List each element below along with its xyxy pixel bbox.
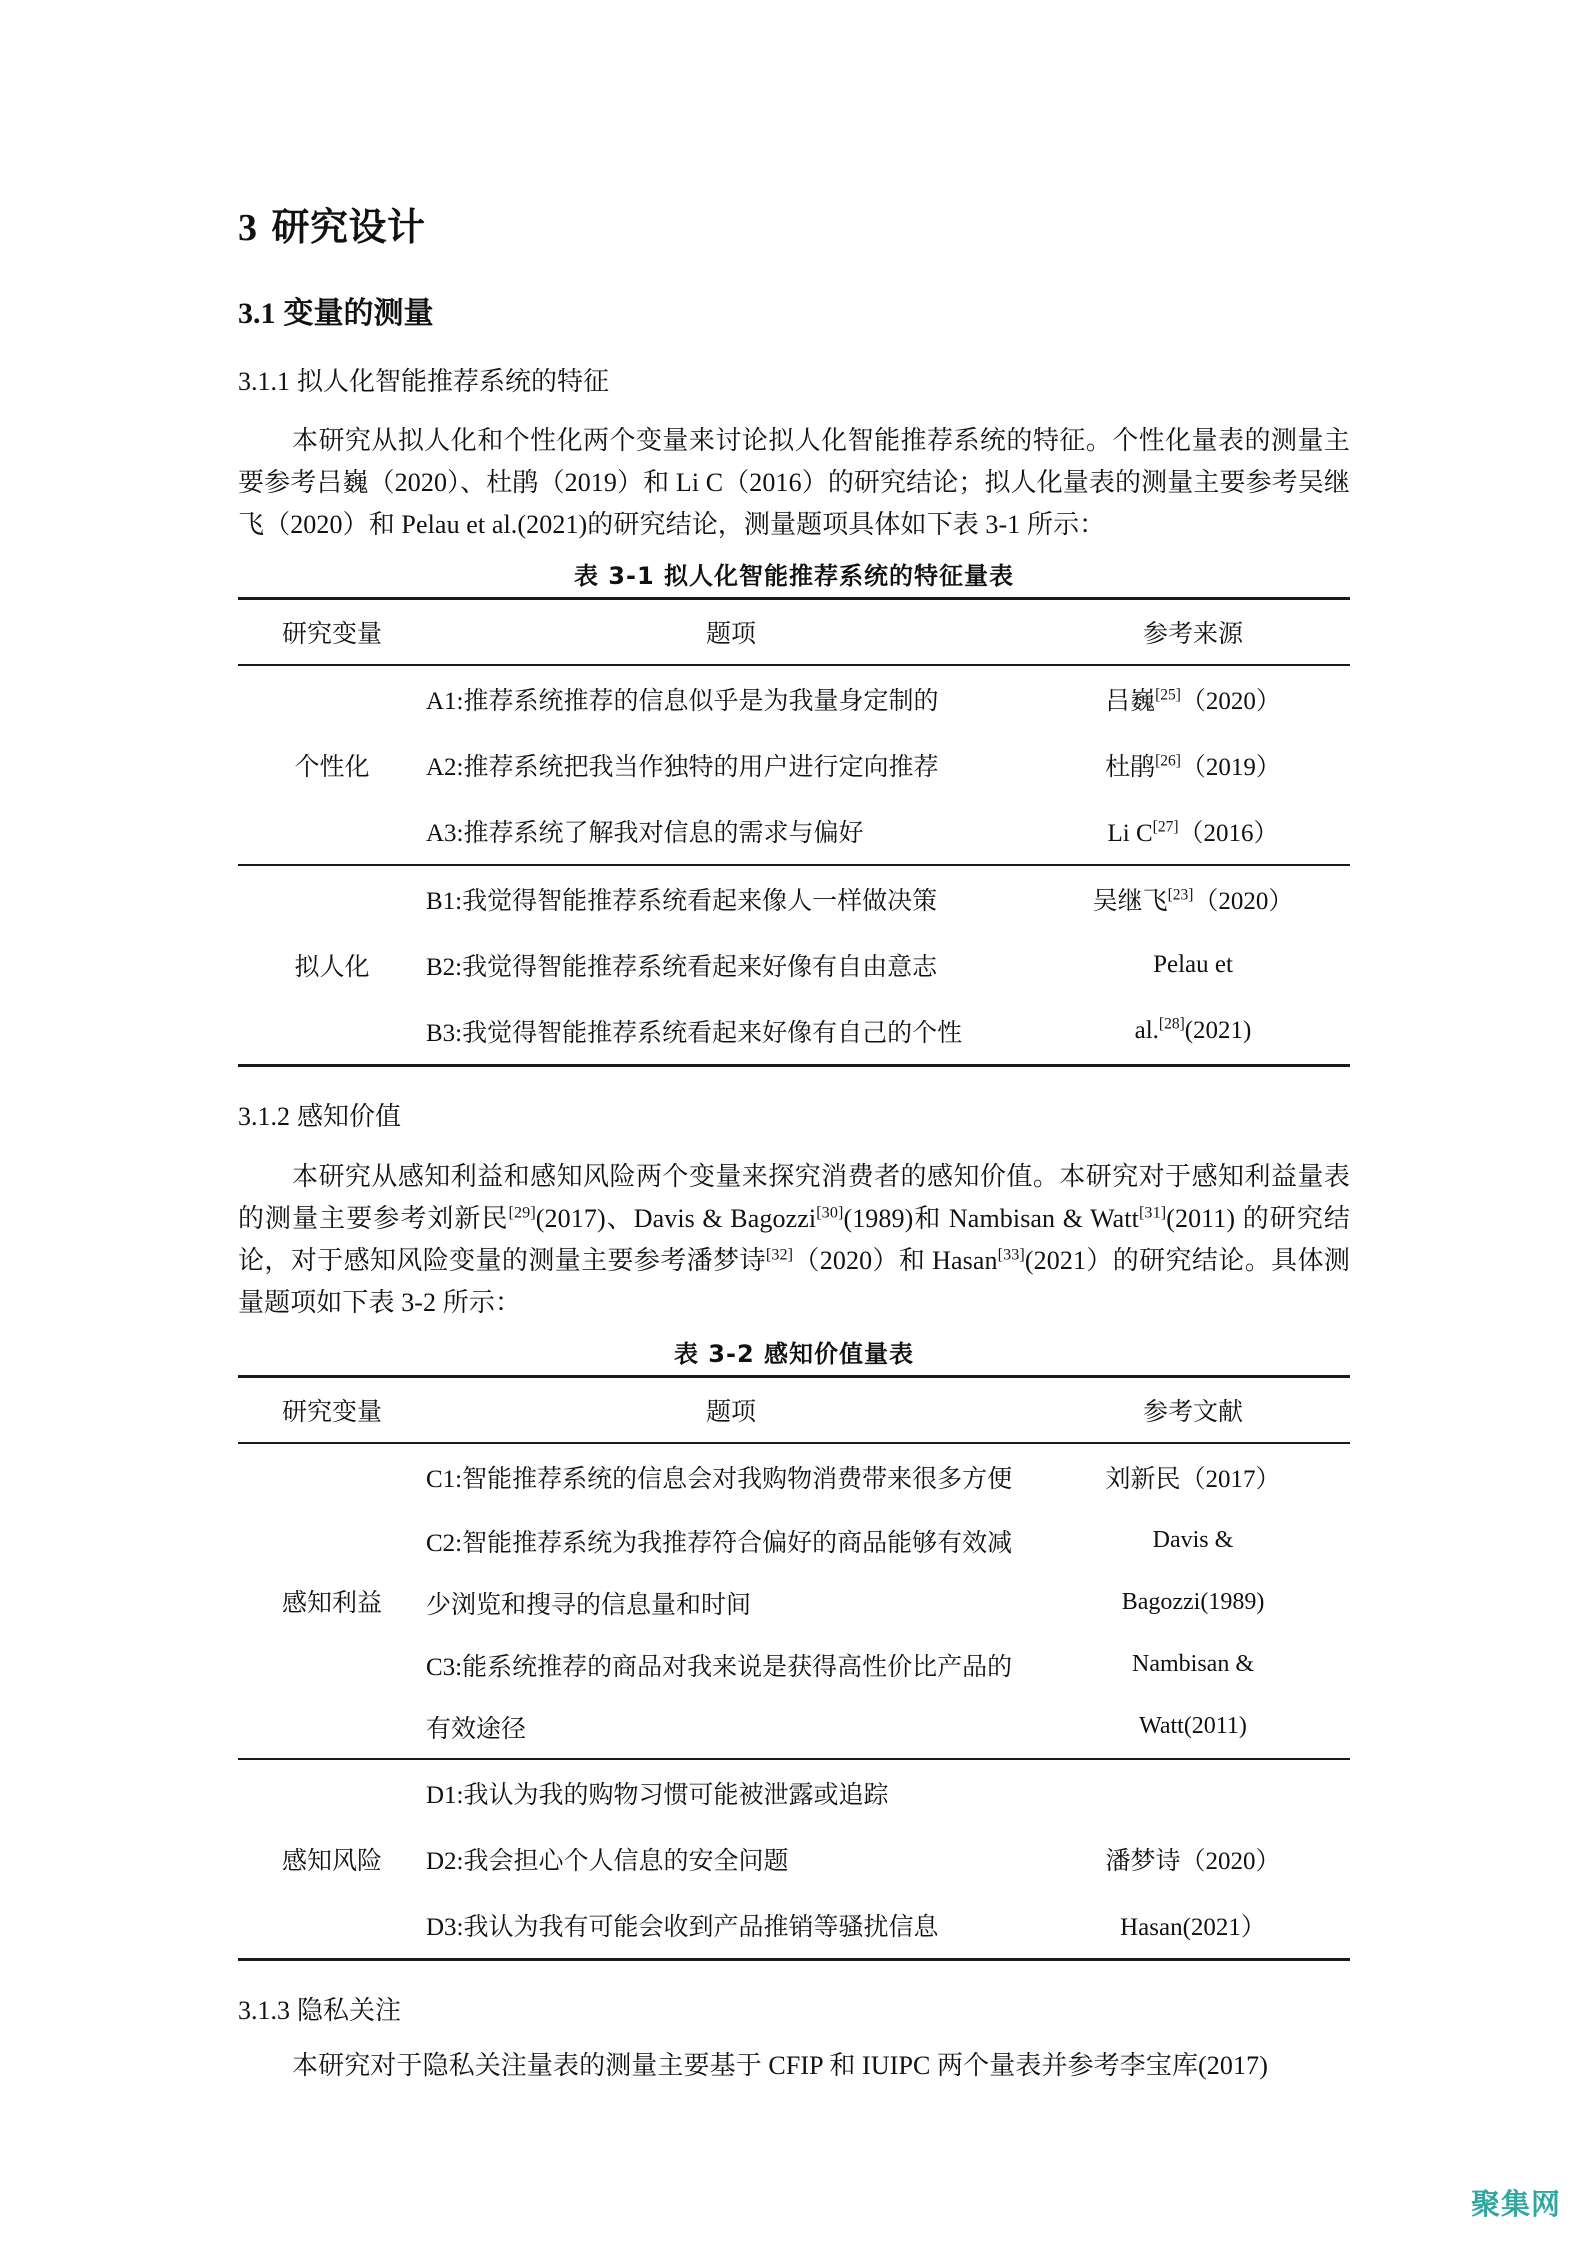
table-3-2-item-d3: D3:我认为我有可能会收到产品推销等骚扰信息	[426, 1913, 939, 1941]
table-3-1-header-ref: 参考来源	[1036, 599, 1350, 666]
subsection-number-3-1-3: 3.1.3	[238, 1995, 290, 2025]
subsection-number-3-1-2: 3.1.2	[238, 1102, 290, 1132]
table-3-2-ref-c1: 刘新民（2017）	[1036, 1443, 1350, 1510]
table-3-2-ref-d1	[1036, 1759, 1350, 1826]
section-number-3-1: 3.1	[238, 296, 276, 330]
ref-name: Li C	[1107, 820, 1153, 848]
table-3-1-item-a2: A2:推荐系统把我当作独特的用户进行定向推荐	[426, 754, 939, 782]
para-segment: (2021）的研究结论。具体测量题项如下表 3-2 所示：	[238, 1245, 1350, 1317]
table-3-2-ref-c3-line1: Nambisan &	[1132, 1651, 1254, 1678]
subsection-title-3-1-3: 隐私关注	[297, 1995, 402, 2025]
subsection-title-3-1-2: 感知价值	[297, 1102, 402, 1132]
table-row	[238, 1443, 1350, 1510]
table-3-2-item-c3-line2: 有效途径	[426, 1715, 527, 1743]
table-row	[238, 665, 1350, 732]
table-3-2-item-d2: D2:我会担心个人信息的安全问题	[426, 1847, 789, 1875]
table-3-1-caption: 表 3-1 拟人化智能推荐系统的特征量表	[573, 562, 1015, 591]
site-watermark: 聚集网	[1470, 2187, 1561, 2221]
table-3-1-ref-a3	[1036, 798, 1350, 865]
ref-year: （2019）	[1180, 754, 1281, 782]
table-3-1	[238, 597, 1350, 1067]
ref-superscript: [25]	[1155, 686, 1181, 704]
ref-year: （2016）	[1178, 820, 1279, 848]
paragraph-3-1-1: 本研究从拟人化和个性化两个变量来讨论拟人化智能推荐系统的特征。个性化量表的测量主要参考吕巍（2020）、杜鹃（2019）和 Li C（2016）的研究结论；拟人化量表的测量主要参考吴继飞（2020）和 Pelau et al.(2021)的研究结论，测量题项具体如下表 3-1 所示：	[238, 426, 1350, 540]
citation-superscript: [31]	[1138, 1203, 1167, 1221]
ref-year: （2020）	[1193, 888, 1294, 916]
ref-name: al.	[1134, 1017, 1159, 1045]
ref-name: Pelau et	[1153, 951, 1233, 979]
table-3-2-variable-1: 感知利益	[238, 1443, 426, 1759]
table-3-1-item-a1: A1:推荐系统推荐的信息似乎是为我量身定制的	[426, 665, 1036, 732]
table-3-1-variable-1: 个性化	[238, 665, 426, 865]
table-3-2-item-c3-line1: C3:能系统推荐的商品对我来说是获得高性价比产品的	[426, 1653, 1013, 1681]
citation-superscript: [32]	[765, 1245, 794, 1263]
para-segment: (2011) 的研究结论，对于感知风险变量的测量主要参考潘梦诗	[238, 1203, 1350, 1275]
table-3-2-header-variable: 研究变量	[238, 1376, 426, 1443]
table-3-1-header-variable: 研究变量	[238, 599, 426, 666]
ref-name: 吴继飞	[1092, 888, 1168, 916]
paragraph-3-1-2	[238, 1134, 1350, 1324]
table-3-2-item-d1: D1:我认为我的购物习惯可能被泄露或追踪	[426, 1759, 1036, 1826]
subsection-heading-3-1-2	[238, 1067, 1350, 1134]
table-row	[238, 865, 1350, 932]
para-segment: 本研究从感知利益和感知风险两个变量来探究消费者的感知价值。本研究对于感知利益量表的测量主要参考刘新民	[238, 1161, 1350, 1233]
table-3-2-ref-c3-line2: Watt(2011)	[1139, 1713, 1247, 1740]
table-row	[238, 1759, 1350, 1826]
table-3-1-item-b2: B2:我觉得智能推荐系统看起来好像有自由意志	[426, 954, 938, 982]
subsection-number-3-1-1: 3.1.1	[238, 366, 290, 396]
para-segment: (1989)和 Nambisan & Watt	[843, 1203, 1139, 1233]
table-3-2-caption: 表 3-2 感知价值量表	[673, 1339, 915, 1368]
table-row	[238, 1376, 1350, 1443]
ref-year: (2021)	[1184, 1017, 1252, 1045]
para-segment: （2020）和 Hasan	[793, 1245, 998, 1275]
chapter-title: 研究设计	[271, 205, 426, 249]
table-3-2	[238, 1375, 1350, 1961]
table-3-1-header-item: 题项	[426, 599, 1036, 666]
ref-name: 吕巍	[1105, 688, 1156, 716]
document-page	[238, 0, 1350, 2245]
table-3-1-item-a3: A3:推荐系统了解我对信息的需求与偏好	[426, 820, 864, 848]
table-3-2-header-ref: 参考文献	[1036, 1376, 1350, 1443]
ref-year: （2020）	[1180, 688, 1281, 716]
table-3-2-ref-d2: 潘梦诗（2020）	[1105, 1847, 1281, 1875]
ref-superscript: [23]	[1167, 886, 1194, 904]
ref-name: 杜鹃	[1105, 754, 1156, 782]
table-3-2-ref-c2-line2: Bagozzi(1989)	[1121, 1589, 1265, 1616]
table-row	[238, 599, 1350, 666]
ref-superscript: [26]	[1155, 752, 1181, 770]
table-3-1-ref-a2	[1036, 732, 1350, 798]
table-3-2-variable-2: 感知风险	[238, 1759, 426, 1960]
table-3-1-variable-2: 拟人化	[238, 865, 426, 1066]
citation-superscript: [30]	[816, 1203, 844, 1221]
section-title-3-1: 变量的测量	[283, 295, 434, 331]
para-segment: (2017)、Davis & Bagozzi	[535, 1203, 817, 1233]
chapter-number: 3	[238, 207, 258, 249]
table-3-2-header-item: 题项	[426, 1376, 1036, 1443]
table-3-2-ref-c2-line1: Davis &	[1152, 1527, 1234, 1554]
table-3-1-ref-b2	[1036, 932, 1350, 998]
table-3-2-ref-d3: Hasan(2021）	[1120, 1913, 1266, 1941]
table-3-1-item-b1: B1:我觉得智能推荐系统看起来像人一样做决策	[426, 865, 1036, 932]
citation-superscript: [33]	[997, 1245, 1025, 1263]
subsection-heading-3-1-1	[238, 332, 1350, 399]
table-3-1-ref-b1	[1036, 865, 1350, 932]
ref-superscript: [28]	[1158, 1015, 1185, 1033]
table-3-1-ref-b3	[1036, 998, 1350, 1066]
ref-superscript: [27]	[1152, 818, 1179, 836]
table-3-2-item-c2-line1: C2:智能推荐系统为我推荐符合偏好的商品能够有效减	[426, 1529, 1013, 1557]
table-3-1-item-b3: B3:我觉得智能推荐系统看起来好像有自己的个性	[426, 1020, 963, 1048]
table-3-2-item-c2-line2: 少浏览和搜寻的信息量和时间	[426, 1591, 752, 1619]
paragraph-3-1-3: 本研究对于隐私关注量表的测量主要基于 CFIP 和 IUIPC 两个量表并参考李宝库(2017)	[292, 2051, 1268, 2081]
subsection-heading-3-1-3	[238, 1961, 1350, 2028]
subsection-title-3-1-1: 拟人化智能推荐系统的特征	[297, 366, 610, 396]
section-heading-3-1	[238, 252, 1350, 332]
citation-superscript: [29]	[508, 1203, 536, 1221]
chapter-heading	[238, 0, 1350, 252]
table-3-1-ref-a1	[1036, 665, 1350, 732]
table-3-2-item-c1: C1:智能推荐系统的信息会对我购物消费带来很多方便	[426, 1443, 1036, 1510]
